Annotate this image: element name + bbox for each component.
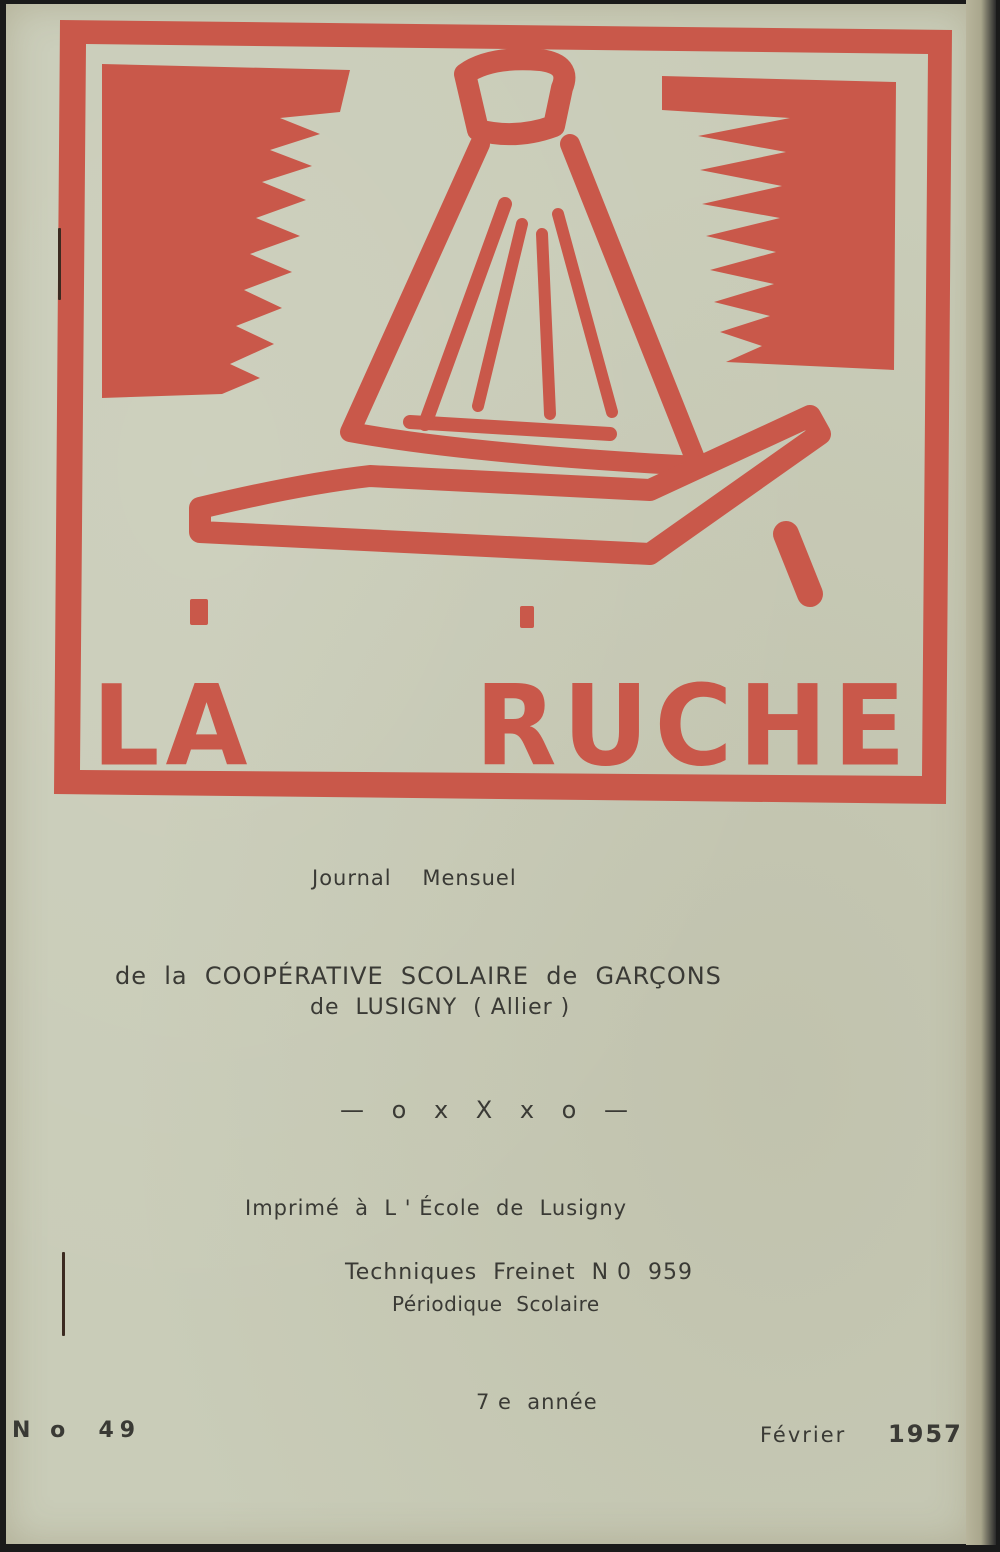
svg-text:RUCHE: RUCHE: [475, 661, 912, 792]
staple-bottom: [62, 1252, 65, 1336]
issue-number: N o 49: [12, 1418, 142, 1443]
subtitle-journal-mensuel: Journal Mensuel: [312, 866, 517, 890]
svg-text:LA: LA: [92, 661, 254, 792]
year-of-publication: 7 e année: [476, 1390, 598, 1414]
issue-year: 1957: [888, 1420, 963, 1448]
issue-month: Février: [760, 1423, 847, 1447]
periodique-line: Périodique Scolaire: [392, 1292, 600, 1316]
cooperative-line: de la COOPÉRATIVE SCOLAIRE de GARÇONS: [115, 962, 722, 990]
techniques-line: Techniques Freinet N 0 959: [345, 1260, 693, 1285]
printer-line: Imprimé à L ' École de Lusigny: [245, 1196, 628, 1220]
staple-top: [58, 228, 61, 300]
page-edge: [966, 0, 996, 1545]
ornament-divider: — o x X x o —: [340, 1096, 638, 1124]
location-line: de LUSIGNY ( Allier ): [310, 995, 571, 1020]
hive-woodcut: [50, 14, 970, 814]
